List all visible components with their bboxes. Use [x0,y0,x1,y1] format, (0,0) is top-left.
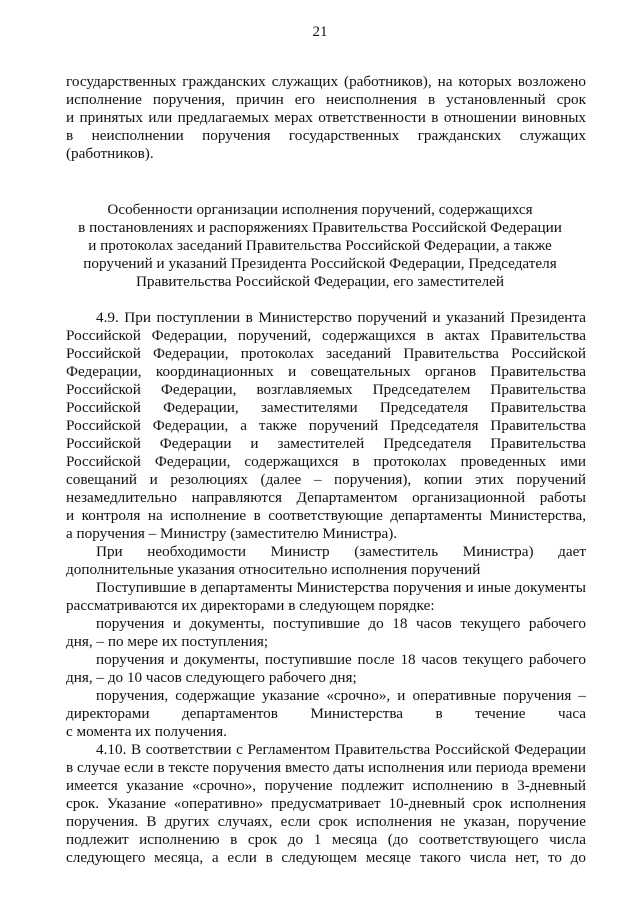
text-line: директорами департаментов Министерства в течение часа [66,705,586,722]
text-line: поручения. В других случаях, если срок исполнения не указан, поручение [66,813,586,830]
text-line: дня, – до 10 часов следующего рабочего дня; [66,669,357,686]
text-line: и контроля на исполнение в соответствующие департаменты Министерства, [66,507,586,524]
text-line: 4.10. В соответствии с Регламентом Правительства Российской Федерации [96,741,586,758]
text-line: (работников). [66,145,154,162]
heading-line: в постановлениях и распоряжениях Правительства Российской Федерации [78,219,562,236]
text-line: Российской Федерации и заместителей Председателя Правительства [66,435,586,452]
text-line: При необходимости Министр (заместитель Министра) дает [96,543,586,560]
text-line: совещаний и резолюциях (далее – поручения), копии этих поручений [66,471,586,488]
text-line: дня, – по мере их поступления; [66,633,269,650]
text-line: Федерации, координационных и совещательных органов Правительства [66,363,586,380]
text-line: а поручения – Министру (заместителю Министра). [66,525,398,542]
text-line: подлежит исполнению в срок до 1 месяца (до соответствующего числа [66,831,586,848]
text-line: государственных гражданских служащих (работников), на которых возложено [66,73,586,90]
heading-line: Правительства Российской Федерации, его заместителей [135,273,505,290]
text-line: в неисполнении поручения государственных гражданских служащих [66,127,586,144]
text-line: незамедлительно направляются Департаментом организационной работы [66,489,586,506]
text-line: Российской Федерации, поручений, содержащихся в актах Правительства [66,327,586,344]
text-line: Российской Федерации, возглавляемых Председателем Правительства [66,381,586,398]
text-line: имеется указание «срочно», поручение подлежит исполнению в 3-дневный [66,777,586,794]
text-line: Российской Федерации, а также поручений Председателя Правительства [66,417,586,434]
text-line: 4.9. При поступлении в Министерство поручений и указаний Президента [96,309,586,326]
text-line: поручения и документы, поступившие после 18 часов текущего рабочего [96,651,586,668]
text-line: рассматриваются их директорами в следующем порядке: [66,597,435,614]
heading-line: поручений и указаний Президента Российской Федерации, Председателя [83,255,557,272]
page-number: 21 [312,24,328,40]
text-line: с момента их получения. [66,723,227,740]
text-line: Российской Федерации, протоколах заседаний Правительства Российской [66,345,586,362]
heading-line: Особенности организации исполнения поручений, содержащихся [107,201,533,218]
heading-line: и протоколах заседаний Правительства Российской Федерации, а также [88,237,552,254]
text-line: исполнение поручения, причин его неисполнения в установленный срок [66,91,586,108]
text-line: следующего месяца, а если в следующем месяце такого числа нет, то до [66,849,586,866]
text-line: Российской Федерации, заместителями Председателя Правительства [66,399,586,416]
text-line: поручения, содержащие указание «срочно», и оперативные поручения – [96,687,586,704]
text-line: и принятых или предлагаемых мерах ответственности в отношении виновных [66,109,586,126]
text-line: поручения и документы, поступившие до 18 часов текущего рабочего [96,615,586,632]
text-line: срок. Указание «оперативно» предусматривает 10-дневный срок исполнения [66,795,586,812]
text-line: Российской Федерации, содержащихся в протоколах проведенных ими [66,453,586,470]
text-line: в случае если в тексте поручения вместо даты исполнения или периода времени [66,759,586,776]
text-line: Поступившие в департаменты Министерства поручения и иные документы [96,579,586,596]
text-line: дополнительные указания относительно исполнения поручений [66,561,481,578]
